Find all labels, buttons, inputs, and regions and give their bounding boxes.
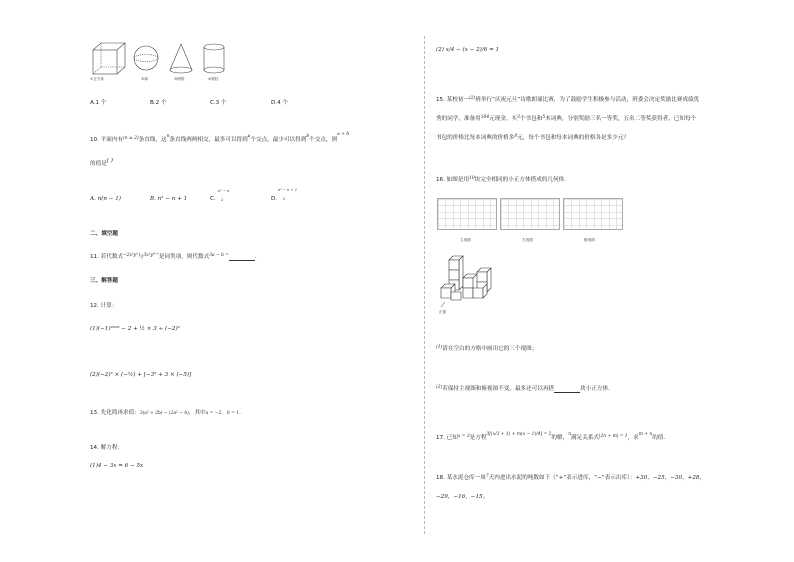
q10-n-cond: (n ≥ 2) <box>123 136 139 141</box>
cube-stack-figure <box>437 254 501 310</box>
q14-label: 14. 解方程： <box>90 445 124 451</box>
q17-x: x = 3 <box>457 434 470 439</box>
q10-option-c[interactable] <box>210 196 216 203</box>
column-divider <box>424 36 425 534</box>
q11-monomial-2: 3x³y⁴⁻ᵇ <box>143 253 159 258</box>
q11-end: . <box>255 254 257 260</box>
main-view-grid[interactable] <box>437 198 497 230</box>
q12-part1: (1)(−1)²⁰¹⁸ − 2 + ½ × 3 ÷ (−2)² <box>90 326 180 332</box>
front-label: 正面 <box>439 310 447 314</box>
q15-line3 <box>436 135 629 142</box>
q11-post: 是同类项，则代数式 <box>158 254 210 260</box>
solid-label-cone: ③圆锥 <box>174 77 185 81</box>
q11-mid: 与 <box>137 254 144 260</box>
q15-line1 <box>436 97 699 104</box>
q9-option-c[interactable]: C.3 个 <box>210 100 227 106</box>
q16-part1-text: 请在空白的方格中画出它的三个视图； <box>442 346 538 352</box>
main-view-label: 主视图 <box>460 238 471 242</box>
q9-option-a[interactable]: A.1 个 <box>90 100 107 106</box>
q14-part2: (2) x/4 − (x − 2)/6 = 1 <box>436 47 500 53</box>
q18-values-1: +30，−25，−30，+28， <box>635 475 706 481</box>
q15-money: 164 <box>480 115 490 120</box>
section-solve-heading: 三、解答题 <box>90 278 118 284</box>
q17-mid2: 的解， <box>551 435 569 441</box>
q17-relation: |2n + m| = 1 <box>599 434 628 439</box>
solid-label-sphere: ②球 <box>141 77 148 81</box>
q11-pre: 11. 若代数式 <box>90 254 124 260</box>
q13-expr: 3(a² + 2b) − (2a² − b) <box>139 411 189 416</box>
q10-option-d-den: 2 <box>283 197 286 201</box>
q10-tail: ( ) <box>106 158 113 164</box>
cube-drawing <box>93 43 125 74</box>
solids-figure <box>88 40 236 80</box>
q18-line1-c: 天内进出水泥的吨数如下（“+”表示进库，“−”表示出库）： <box>488 475 636 481</box>
q16-line1 <box>436 177 566 184</box>
front-arrow <box>441 302 445 307</box>
q10-text2: ，这 <box>155 137 167 143</box>
q13-pre: 13. 先化简再求值： <box>90 410 140 416</box>
cylinder-drawing <box>204 44 224 73</box>
q10-option-a[interactable]: A. n(n − 1) <box>90 196 121 202</box>
cone-drawing <box>170 44 192 73</box>
left-view-grid[interactable] <box>500 198 560 230</box>
q16-part2-end: 块小正方体. <box>580 386 610 392</box>
q15-line3-a: 书包的价格比每本词典的价格多 <box>436 135 515 141</box>
q17-mid1: 是方程 <box>469 435 487 441</box>
q12-label: 12. 计算： <box>90 303 118 309</box>
q15-bags: 3 <box>517 115 520 120</box>
q10-text3: 条直线两两相交，最多可以得到 <box>169 137 248 143</box>
q15-diff: 8 <box>514 134 518 139</box>
q15-line1-a: 15. 某校初一 <box>436 97 470 103</box>
q13-values: a = −2， b = 1 <box>205 411 240 416</box>
left-view-label: 左视图 <box>522 238 533 242</box>
q10-option-c-label: C. <box>210 196 216 202</box>
q17-pre: 17. 已知 <box>436 435 458 441</box>
q10-text6: 的值是 <box>90 161 107 167</box>
q13-mid: ，其中 <box>188 410 206 416</box>
top-view-grid[interactable] <box>563 198 623 230</box>
q18-line1 <box>436 475 705 482</box>
q15-dicts: 5 <box>542 115 546 120</box>
q13 <box>90 410 241 417</box>
q16-line1-a: 16. 如图是用 <box>436 177 470 183</box>
q17-equation: 3[(x/3 + 1) + m(x − 1)/4] = 2 <box>486 432 552 437</box>
q15-line1-c: 班举行“庆祝元旦”诗歌朗诵比赛，为了鼓励学生积极参与活动，班委会决定奖励比赛成绩优 <box>475 97 700 103</box>
q15-line2-c: 元现金，买 <box>489 116 518 122</box>
q13-end: . <box>239 410 241 416</box>
q10-n-sup: n <box>166 134 170 139</box>
q16-part1-num: (1) <box>436 345 443 350</box>
q10-option-b[interactable]: B. n² − n + 1 <box>150 196 188 202</box>
q10-option-c-num: n² − n <box>218 189 230 193</box>
solid-label-cube: ①正方体 <box>90 77 105 81</box>
q18-days: 7 <box>485 474 489 479</box>
q10-option-d-num: n² − n + 2 <box>278 188 297 192</box>
sphere-drawing <box>134 46 158 70</box>
q17-n: n <box>568 432 572 437</box>
q17-end: 的值. <box>652 435 666 441</box>
q10-stem <box>90 132 350 144</box>
q10-text4: 个交点，最少可以得到 <box>250 137 307 143</box>
q16-part2-text: 若保持主视图和俯视图不变，最多还可以再搭 <box>442 386 555 392</box>
q15-class: (2) <box>469 96 476 101</box>
q15-line2 <box>436 116 696 123</box>
q10-option-d[interactable] <box>271 196 277 203</box>
q15-line3-c: 元，每个书包和每本词典的价格各是多少元？ <box>517 135 630 141</box>
q10-text1: 条直线 <box>138 137 156 143</box>
q10-option-d-label: D. <box>271 196 278 202</box>
q10-text5: 个交点，则 <box>309 137 338 143</box>
q18-line1-a: 18. 某水泥仓库一周 <box>436 475 486 481</box>
q11 <box>90 254 257 261</box>
q10-option-c-den: 2 <box>221 198 224 202</box>
q15-line2-g: 本词典，分别奖励三名一等奖，五名二等奖获得者，已知每个 <box>545 116 697 122</box>
q16-answer-blank[interactable] <box>554 388 580 393</box>
q12-part2: (2)(−2)² × (−½) + [−3² + 3 × (−5)] <box>90 372 192 378</box>
q9-option-b[interactable]: B.2 个 <box>150 100 167 106</box>
section-fill-blank-heading: 二、填空题 <box>90 231 118 237</box>
q10-stem-line2 <box>90 158 113 168</box>
q16-count: 10 <box>469 176 475 181</box>
q17-mn: m + n <box>638 432 653 437</box>
q14-part1: (1)4 − 3x = 6 − 5x <box>90 463 144 469</box>
q9-option-d[interactable]: D.4 个 <box>271 100 289 106</box>
q10-pre: 10. 平面内有 <box>90 137 124 143</box>
q17-mid3: 满足关系式 <box>571 435 600 441</box>
q16-part2 <box>436 386 610 393</box>
q16-line1-c: 块完全相同的小正方体搭成的几何体. <box>474 177 566 183</box>
solid-label-cylinder: ④圆柱 <box>208 77 219 81</box>
q15-line2-e: 个书包和 <box>519 116 543 122</box>
q11-expr: 3a − b = <box>209 253 229 258</box>
q11-monomial-1: −2xᵃy³ <box>123 253 138 258</box>
q10-b-sup: b <box>306 134 310 139</box>
q17-mid4: ，求 <box>627 435 639 441</box>
q10-ab-sup: a + b <box>337 132 350 137</box>
q11-answer-blank[interactable] <box>229 256 255 261</box>
top-view-label: 俯视图 <box>584 238 595 242</box>
q17 <box>436 432 666 442</box>
q10-a-sup: a <box>247 134 251 139</box>
q18-values-2: −29，−16，−15。 <box>436 494 489 500</box>
q15-line2-a: 秀的同学，准备用 <box>436 116 481 122</box>
q16-part1 <box>436 346 537 353</box>
q16-part2-num: (2) <box>436 385 443 390</box>
